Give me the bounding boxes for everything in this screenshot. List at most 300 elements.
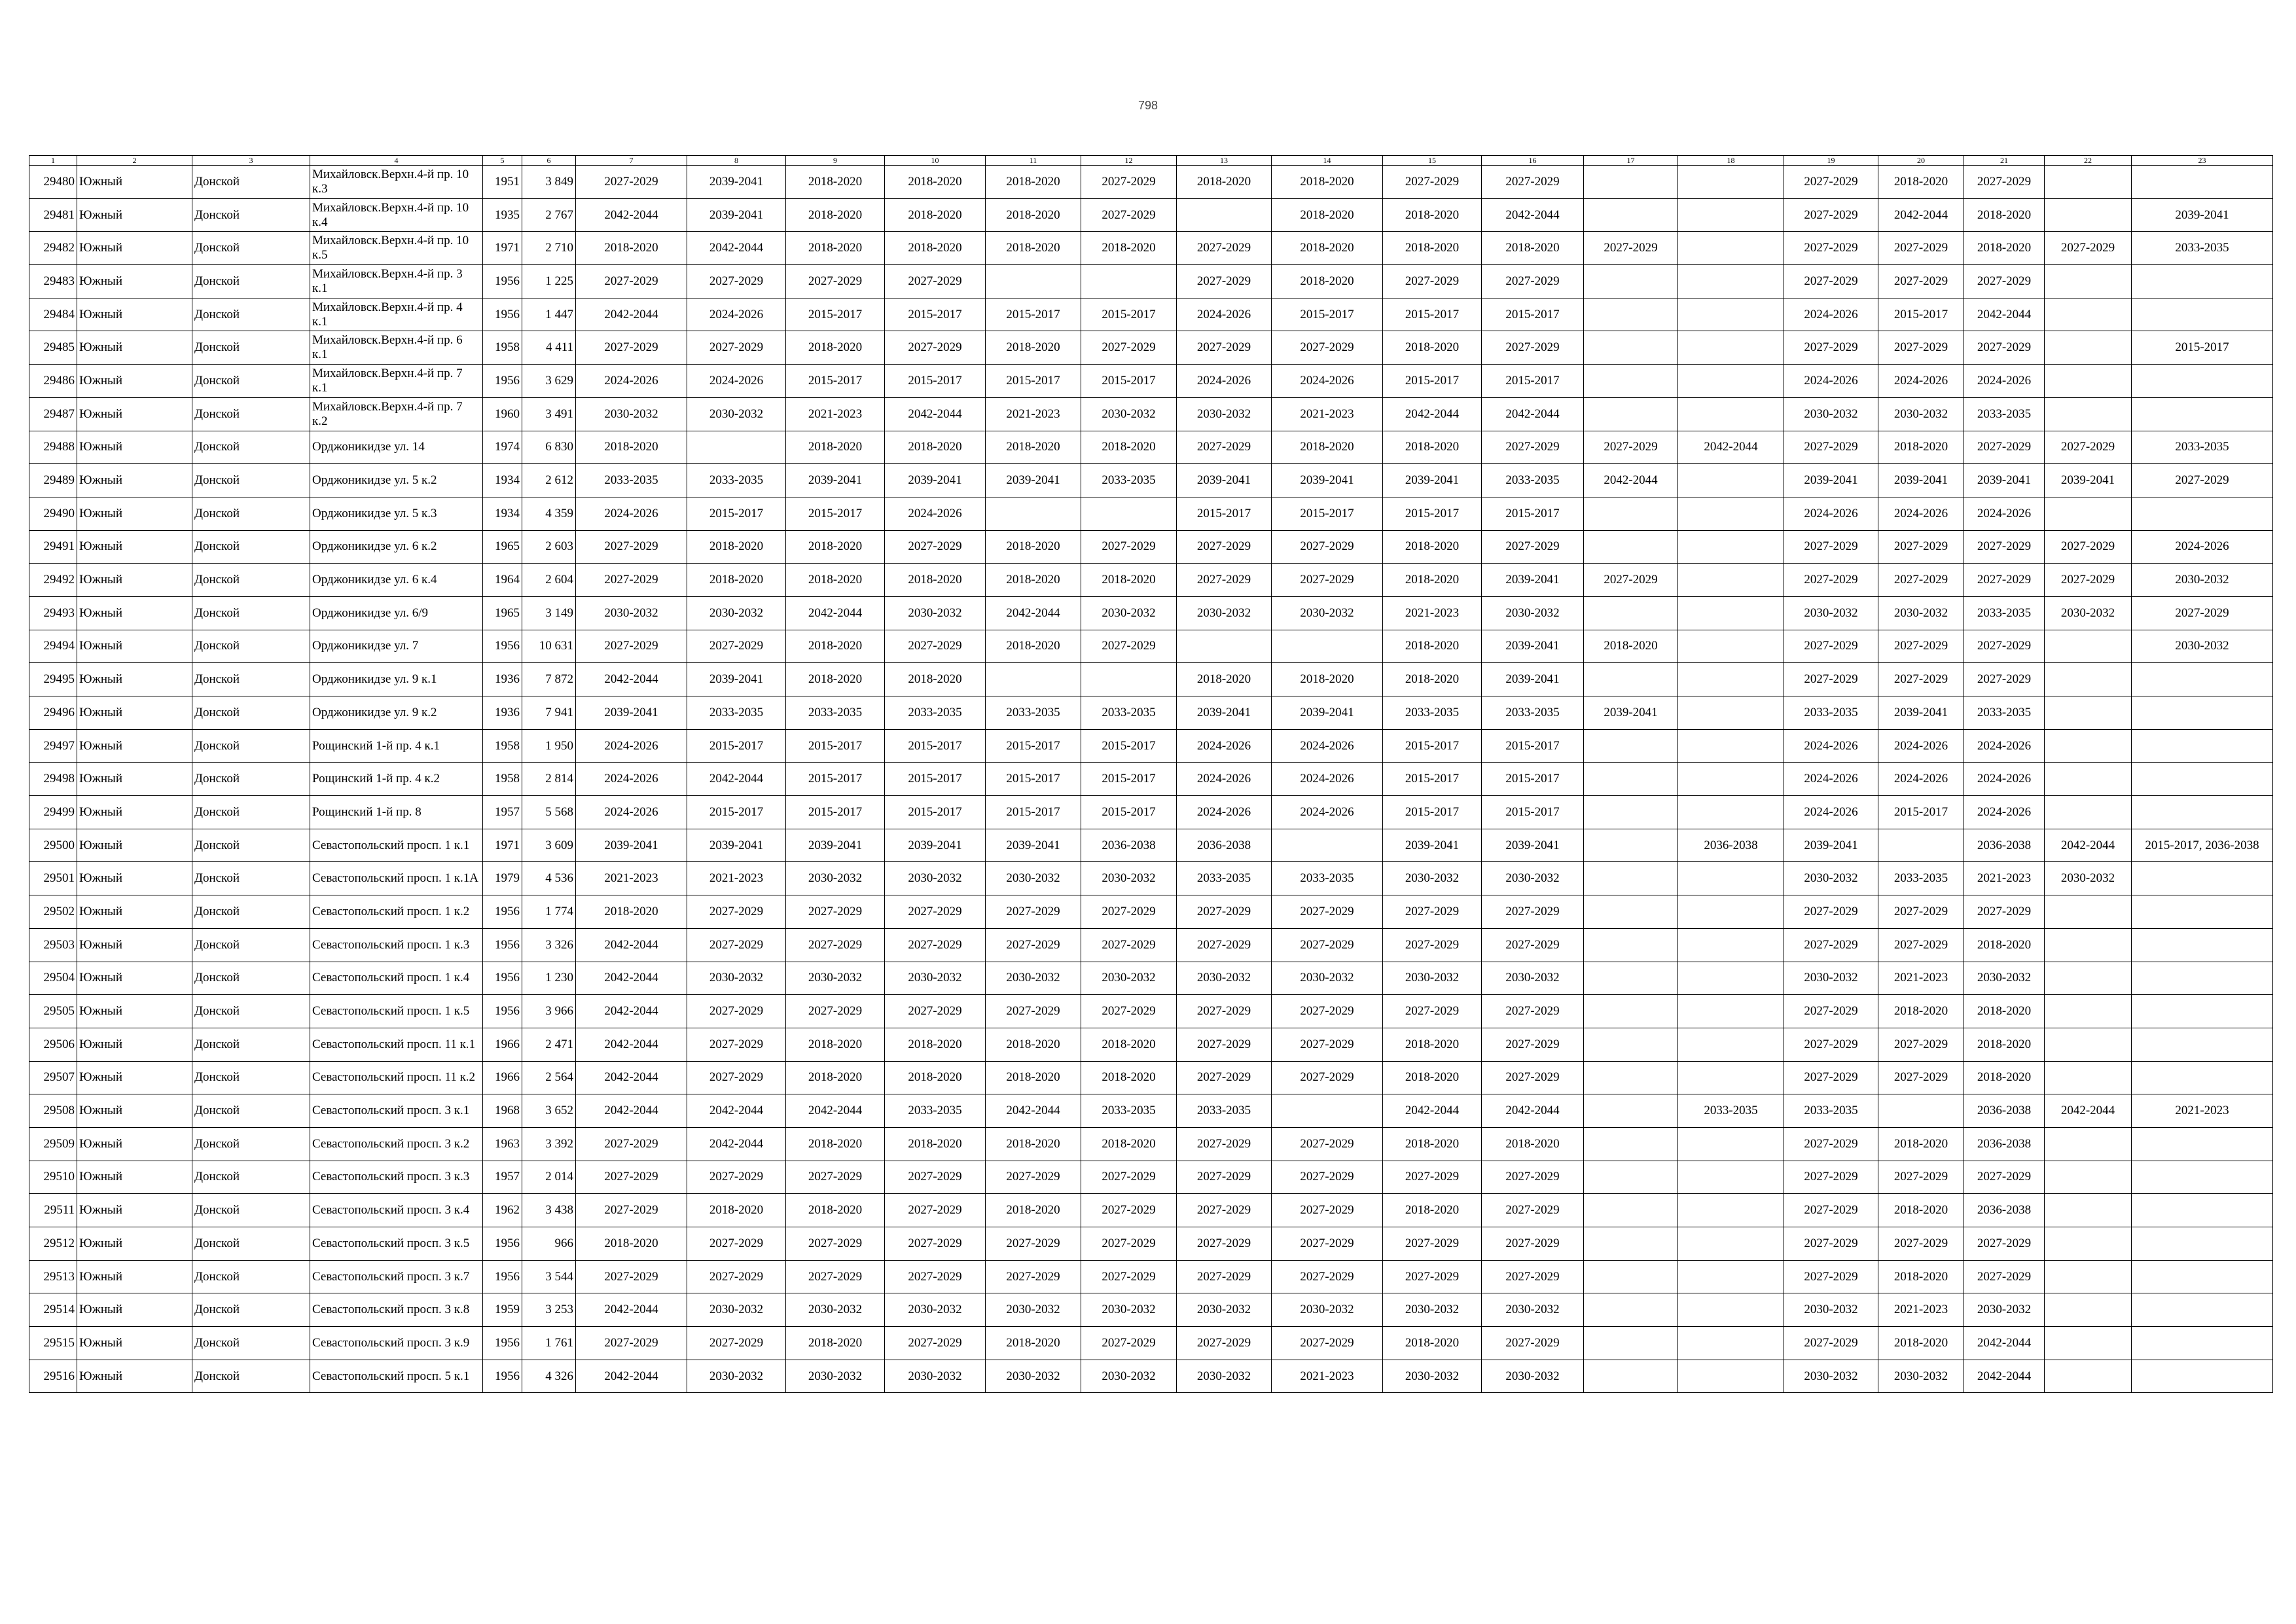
- area-value-cell: 7 872: [522, 663, 576, 696]
- period-cell: [1584, 166, 1678, 199]
- period-cell: 2042-2044: [986, 1094, 1081, 1128]
- period-cell: 2018-2020: [986, 331, 1081, 365]
- district-cell: Южный: [77, 630, 192, 663]
- period-cell: 2042-2044: [687, 763, 786, 796]
- area-cell: Донской: [192, 829, 310, 862]
- period-cell: 2018-2020: [1482, 232, 1584, 265]
- area-value-cell: 2 603: [522, 530, 576, 564]
- column-number: 4: [310, 156, 483, 166]
- period-cell: 2018-2020: [1177, 663, 1272, 696]
- period-cell: [2132, 397, 2273, 431]
- period-cell: [2045, 1293, 2132, 1327]
- period-cell: 2018-2020: [986, 564, 1081, 597]
- period-cell: 2042-2044: [1964, 1327, 2045, 1360]
- period-cell: 2027-2029: [1784, 1061, 1878, 1094]
- period-cell: [1678, 397, 1784, 431]
- district-cell: Южный: [77, 232, 192, 265]
- period-cell: 2018-2020: [786, 1061, 885, 1094]
- area-cell: Донской: [192, 1127, 310, 1161]
- period-cell: 2015-2017: [1482, 365, 1584, 398]
- period-cell: 2027-2029: [687, 1061, 786, 1094]
- period-cell: 2018-2020: [1878, 1127, 1964, 1161]
- row-id-cell: 29495: [29, 663, 77, 696]
- period-cell: 2042-2044: [576, 1360, 687, 1393]
- period-cell: 2030-2032: [1177, 962, 1272, 995]
- period-cell: 2030-2032: [1482, 1293, 1584, 1327]
- period-cell: 2030-2032: [1272, 962, 1383, 995]
- period-cell: 2015-2017: [1482, 796, 1584, 829]
- period-cell: 2021-2023: [687, 862, 786, 895]
- period-cell: 2018-2020: [786, 564, 885, 597]
- district-cell: Южный: [77, 1161, 192, 1194]
- period-cell: 2042-2044: [1678, 431, 1784, 464]
- period-cell: 2027-2029: [1878, 928, 1964, 962]
- period-cell: 2027-2029: [1383, 928, 1482, 962]
- column-number: 10: [885, 156, 986, 166]
- period-cell: 2015-2017, 2036-2038: [2132, 829, 2273, 862]
- period-cell: 2027-2029: [1878, 630, 1964, 663]
- period-cell: 2024-2026: [2132, 530, 2273, 564]
- period-cell: 2027-2029: [687, 1227, 786, 1261]
- district-cell: Южный: [77, 365, 192, 398]
- period-cell: 2027-2029: [1272, 1127, 1383, 1161]
- period-cell: [1584, 265, 1678, 298]
- period-cell: 2039-2041: [1177, 464, 1272, 497]
- period-cell: 2018-2020: [576, 232, 687, 265]
- table-row: [29, 1360, 2273, 1393]
- table-row: [29, 331, 2273, 365]
- year-cell: 1956: [483, 298, 522, 331]
- period-cell: 2039-2041: [885, 829, 986, 862]
- table-row: [29, 1127, 2273, 1161]
- period-cell: 2027-2029: [1482, 1327, 1584, 1360]
- area-value-cell: 3 629: [522, 365, 576, 398]
- year-cell: 1956: [483, 265, 522, 298]
- year-cell: 1959: [483, 1293, 522, 1327]
- period-cell: 2027-2029: [1784, 1161, 1878, 1194]
- period-cell: 2027-2029: [1177, 265, 1272, 298]
- table-row: [29, 796, 2273, 829]
- year-cell: 1956: [483, 895, 522, 929]
- period-cell: 2027-2029: [1784, 663, 1878, 696]
- period-cell: 2030-2032: [1964, 962, 2045, 995]
- period-cell: 2027-2029: [1878, 232, 1964, 265]
- column-number: 11: [986, 156, 1081, 166]
- period-cell: [1081, 497, 1177, 530]
- period-cell: 2027-2029: [1272, 1028, 1383, 1061]
- area-value-cell: 3 326: [522, 928, 576, 962]
- column-number: 20: [1878, 156, 1964, 166]
- row-id-cell: 29483: [29, 265, 77, 298]
- period-cell: [1678, 298, 1784, 331]
- column-number: 21: [1964, 156, 2045, 166]
- row-id-cell: 29480: [29, 166, 77, 199]
- area-cell: Донской: [192, 696, 310, 730]
- table-row: [29, 729, 2273, 763]
- column-number: 15: [1383, 156, 1482, 166]
- area-cell: Донской: [192, 1061, 310, 1094]
- address-cell: Севастопольский просп. 3 к.5: [310, 1227, 483, 1261]
- period-cell: 2030-2032: [1383, 1293, 1482, 1327]
- period-cell: 2027-2029: [1272, 331, 1383, 365]
- period-cell: 2027-2029: [885, 1260, 986, 1293]
- period-cell: 2030-2032: [1784, 397, 1878, 431]
- period-cell: 2030-2032: [1081, 596, 1177, 630]
- period-cell: [2045, 265, 2132, 298]
- period-cell: [1584, 962, 1678, 995]
- row-id-cell: 29505: [29, 995, 77, 1028]
- table-row: [29, 862, 2273, 895]
- table-row: [29, 397, 2273, 431]
- period-cell: 2021-2023: [1383, 596, 1482, 630]
- row-id-cell: 29499: [29, 796, 77, 829]
- area-cell: Донской: [192, 331, 310, 365]
- address-cell: Орджоникидзе ул. 5 к.2: [310, 464, 483, 497]
- period-cell: 2027-2029: [1081, 1327, 1177, 1360]
- period-cell: 2018-2020: [786, 1028, 885, 1061]
- area-value-cell: 2 710: [522, 232, 576, 265]
- period-cell: 2030-2032: [1383, 862, 1482, 895]
- period-cell: 2027-2029: [1964, 431, 2045, 464]
- period-cell: [2132, 1028, 2273, 1061]
- year-cell: 1956: [483, 1227, 522, 1261]
- period-cell: 2015-2017: [1383, 497, 1482, 530]
- period-cell: 2027-2029: [1272, 1227, 1383, 1261]
- period-cell: 2018-2020: [986, 198, 1081, 232]
- period-cell: 2018-2020: [1383, 232, 1482, 265]
- period-cell: 2018-2020: [986, 431, 1081, 464]
- period-cell: 2024-2026: [1784, 497, 1878, 530]
- period-cell: 2015-2017: [2132, 331, 2273, 365]
- area-cell: Донской: [192, 1094, 310, 1128]
- period-cell: 2030-2032: [1177, 596, 1272, 630]
- period-cell: 2027-2029: [1878, 1227, 1964, 1261]
- period-cell: [2045, 1327, 2132, 1360]
- period-cell: 2018-2020: [1383, 1194, 1482, 1227]
- period-cell: 2027-2029: [687, 1161, 786, 1194]
- area-cell: Донской: [192, 365, 310, 398]
- period-cell: 2027-2029: [1784, 530, 1878, 564]
- period-cell: 2018-2020: [986, 166, 1081, 199]
- period-cell: 2027-2029: [786, 928, 885, 962]
- period-cell: 2018-2020: [1482, 1127, 1584, 1161]
- row-id-cell: 29481: [29, 198, 77, 232]
- period-cell: [1678, 1028, 1784, 1061]
- period-cell: 2021-2023: [1878, 1293, 1964, 1327]
- period-cell: [2045, 1360, 2132, 1393]
- column-number: 2: [77, 156, 192, 166]
- area-value-cell: 2 564: [522, 1061, 576, 1094]
- period-cell: 2024-2026: [576, 365, 687, 398]
- period-cell: 2024-2026: [1964, 796, 2045, 829]
- period-cell: [1081, 663, 1177, 696]
- table-row: [29, 696, 2273, 730]
- period-cell: 2042-2044: [2045, 829, 2132, 862]
- period-cell: 2027-2029: [885, 995, 986, 1028]
- period-cell: [2045, 497, 2132, 530]
- area-value-cell: 1 761: [522, 1327, 576, 1360]
- period-cell: 2030-2032: [1784, 862, 1878, 895]
- period-cell: [1678, 365, 1784, 398]
- address-cell: Севастопольский просп. 1 к.5: [310, 995, 483, 1028]
- area-cell: Донской: [192, 497, 310, 530]
- period-cell: 2027-2029: [1482, 331, 1584, 365]
- period-cell: 2030-2032: [687, 596, 786, 630]
- area-value-cell: 3 149: [522, 596, 576, 630]
- period-cell: 2027-2029: [885, 928, 986, 962]
- year-cell: 1957: [483, 1161, 522, 1194]
- period-cell: 2030-2032: [1081, 1360, 1177, 1393]
- address-cell: Севастопольский просп. 3 к.7: [310, 1260, 483, 1293]
- period-cell: [1272, 630, 1383, 663]
- row-id-cell: 29484: [29, 298, 77, 331]
- year-cell: 1960: [483, 397, 522, 431]
- period-cell: 2030-2032: [687, 1293, 786, 1327]
- period-cell: 2027-2029: [576, 1161, 687, 1194]
- period-cell: 2033-2035: [1678, 1094, 1784, 1128]
- period-cell: 2018-2020: [986, 232, 1081, 265]
- period-cell: [2132, 166, 2273, 199]
- period-cell: 2027-2029: [1784, 1194, 1878, 1227]
- period-cell: [2045, 928, 2132, 962]
- year-cell: 1956: [483, 962, 522, 995]
- period-cell: 2021-2023: [1272, 1360, 1383, 1393]
- period-cell: 2027-2029: [687, 630, 786, 663]
- column-number: 8: [687, 156, 786, 166]
- period-cell: 2039-2041: [576, 696, 687, 730]
- row-id-cell: 29508: [29, 1094, 77, 1128]
- period-cell: [2045, 298, 2132, 331]
- period-cell: [2132, 1293, 2273, 1327]
- period-cell: 2018-2020: [1383, 331, 1482, 365]
- address-cell: Севастопольский просп. 1 к.1А: [310, 862, 483, 895]
- period-cell: 2027-2029: [1177, 895, 1272, 929]
- period-cell: 2024-2026: [576, 763, 687, 796]
- period-cell: 2033-2035: [1964, 696, 2045, 730]
- period-cell: 2015-2017: [1383, 763, 1482, 796]
- period-cell: 2030-2032: [786, 1360, 885, 1393]
- period-cell: [1584, 1260, 1678, 1293]
- column-number: 14: [1272, 156, 1383, 166]
- period-cell: 2018-2020: [1272, 198, 1383, 232]
- period-cell: [1678, 232, 1784, 265]
- period-cell: 2027-2029: [687, 1327, 786, 1360]
- period-cell: 2015-2017: [1383, 729, 1482, 763]
- table-row: [29, 962, 2273, 995]
- year-cell: 1956: [483, 1327, 522, 1360]
- period-cell: 2027-2029: [1272, 1161, 1383, 1194]
- period-cell: 2039-2041: [1784, 464, 1878, 497]
- period-cell: 2027-2029: [1081, 198, 1177, 232]
- area-cell: Донской: [192, 763, 310, 796]
- period-cell: 2018-2020: [885, 1061, 986, 1094]
- period-cell: 2027-2029: [986, 928, 1081, 962]
- period-cell: 2024-2026: [1964, 497, 2045, 530]
- area-value-cell: 6 830: [522, 431, 576, 464]
- period-cell: 2039-2041: [1482, 663, 1584, 696]
- area-value-cell: 3 652: [522, 1094, 576, 1128]
- period-cell: 2018-2020: [576, 895, 687, 929]
- address-cell: Орджоникидзе ул. 9 к.2: [310, 696, 483, 730]
- area-cell: Донской: [192, 1194, 310, 1227]
- period-cell: 2015-2017: [986, 763, 1081, 796]
- period-cell: [1584, 1293, 1678, 1327]
- period-cell: [1584, 1327, 1678, 1360]
- period-cell: 2018-2020: [1964, 995, 2045, 1028]
- period-cell: [1584, 796, 1678, 829]
- period-cell: [2132, 895, 2273, 929]
- period-cell: [2132, 729, 2273, 763]
- period-cell: [2132, 365, 2273, 398]
- area-value-cell: 4 326: [522, 1360, 576, 1393]
- year-cell: 1979: [483, 862, 522, 895]
- area-value-cell: 5 568: [522, 796, 576, 829]
- period-cell: 2018-2020: [1964, 1061, 2045, 1094]
- period-cell: [2132, 796, 2273, 829]
- period-cell: 2027-2029: [1482, 166, 1584, 199]
- period-cell: 2018-2020: [1081, 232, 1177, 265]
- row-id-cell: 29498: [29, 763, 77, 796]
- period-cell: 2036-2038: [1678, 829, 1784, 862]
- period-cell: [1584, 1227, 1678, 1261]
- period-cell: 2018-2020: [1383, 663, 1482, 696]
- district-cell: Южный: [77, 1227, 192, 1261]
- period-cell: 2018-2020: [885, 564, 986, 597]
- period-cell: 2018-2020: [1383, 1028, 1482, 1061]
- period-cell: 2015-2017: [786, 796, 885, 829]
- period-cell: 2027-2029: [986, 1161, 1081, 1194]
- period-cell: [2132, 265, 2273, 298]
- period-cell: [2045, 663, 2132, 696]
- period-cell: [2132, 928, 2273, 962]
- period-cell: [1678, 1327, 1784, 1360]
- district-cell: Южный: [77, 895, 192, 929]
- area-cell: Донской: [192, 729, 310, 763]
- row-id-cell: 29502: [29, 895, 77, 929]
- period-cell: 2027-2029: [576, 1327, 687, 1360]
- period-cell: [2045, 1028, 2132, 1061]
- district-cell: Южный: [77, 198, 192, 232]
- period-cell: 2027-2029: [1878, 530, 1964, 564]
- address-cell: Рощинский 1-й пр. 4 к.1: [310, 729, 483, 763]
- period-cell: 2024-2026: [1177, 763, 1272, 796]
- period-cell: [2045, 397, 2132, 431]
- table-row: [29, 431, 2273, 464]
- period-cell: 2036-2038: [1964, 1094, 2045, 1128]
- column-number: 1: [29, 156, 77, 166]
- period-cell: 2018-2020: [1081, 1061, 1177, 1094]
- period-cell: 2042-2044: [885, 397, 986, 431]
- district-cell: Южный: [77, 995, 192, 1028]
- period-cell: 2042-2044: [1383, 1094, 1482, 1128]
- area-value-cell: 3 438: [522, 1194, 576, 1227]
- period-cell: 2030-2032: [786, 862, 885, 895]
- period-cell: 2027-2029: [1177, 1127, 1272, 1161]
- row-id-cell: 29490: [29, 497, 77, 530]
- period-cell: 2042-2044: [687, 1094, 786, 1128]
- row-id-cell: 29486: [29, 365, 77, 398]
- year-cell: 1966: [483, 1061, 522, 1094]
- period-cell: 2027-2029: [1177, 431, 1272, 464]
- period-cell: 2015-2017: [1482, 763, 1584, 796]
- period-cell: 2027-2029: [1383, 265, 1482, 298]
- row-id-cell: 29496: [29, 696, 77, 730]
- period-cell: 2015-2017: [1383, 365, 1482, 398]
- period-cell: 2033-2035: [1482, 696, 1584, 730]
- period-cell: [1678, 1260, 1784, 1293]
- period-cell: 2015-2017: [1081, 729, 1177, 763]
- period-cell: 2027-2029: [885, 1161, 986, 1194]
- period-cell: [1678, 464, 1784, 497]
- address-cell: Орджоникидзе ул. 14: [310, 431, 483, 464]
- period-cell: [2132, 497, 2273, 530]
- period-cell: 2018-2020: [786, 198, 885, 232]
- period-cell: 2033-2035: [1784, 696, 1878, 730]
- period-cell: 2024-2026: [1272, 729, 1383, 763]
- period-cell: 2030-2032: [1081, 862, 1177, 895]
- row-id-cell: 29485: [29, 331, 77, 365]
- period-cell: 2027-2029: [1784, 198, 1878, 232]
- period-cell: 2027-2029: [1964, 663, 2045, 696]
- period-cell: 2030-2032: [2045, 862, 2132, 895]
- row-id-cell: 29494: [29, 630, 77, 663]
- period-cell: 2027-2029: [1272, 1327, 1383, 1360]
- address-cell: Орджоникидзе ул. 5 к.3: [310, 497, 483, 530]
- period-cell: 2027-2029: [1177, 995, 1272, 1028]
- period-cell: [1878, 1094, 1964, 1128]
- area-cell: Донской: [192, 397, 310, 431]
- period-cell: 2039-2041: [1964, 464, 2045, 497]
- year-cell: 1964: [483, 564, 522, 597]
- period-cell: [1678, 995, 1784, 1028]
- period-cell: 2027-2029: [986, 895, 1081, 929]
- address-cell: Михайловск.Верхн.4-й пр. 10 к.4: [310, 198, 483, 232]
- period-cell: 2027-2029: [1784, 431, 1878, 464]
- period-cell: 2015-2017: [786, 763, 885, 796]
- table-row: [29, 1061, 2273, 1094]
- year-cell: 1956: [483, 928, 522, 962]
- period-cell: 2039-2041: [1482, 564, 1584, 597]
- period-cell: [1584, 1194, 1678, 1227]
- district-cell: Южный: [77, 696, 192, 730]
- period-cell: 2030-2032: [1482, 596, 1584, 630]
- year-cell: 1962: [483, 1194, 522, 1227]
- period-cell: 2027-2029: [1482, 928, 1584, 962]
- period-cell: 2042-2044: [576, 1293, 687, 1327]
- table-row: [29, 265, 2273, 298]
- period-cell: 2027-2029: [1272, 928, 1383, 962]
- period-cell: 2033-2035: [786, 696, 885, 730]
- period-cell: 2042-2044: [1964, 298, 2045, 331]
- period-cell: 2033-2035: [687, 464, 786, 497]
- address-cell: Севастопольский просп. 5 к.1: [310, 1360, 483, 1393]
- table-row: [29, 928, 2273, 962]
- row-id-cell: 29487: [29, 397, 77, 431]
- period-cell: 2024-2026: [1272, 796, 1383, 829]
- district-cell: Южный: [77, 962, 192, 995]
- district-cell: Южный: [77, 464, 192, 497]
- period-cell: 2027-2029: [1482, 1161, 1584, 1194]
- district-cell: Южный: [77, 1194, 192, 1227]
- period-cell: [1584, 1028, 1678, 1061]
- period-cell: 2027-2029: [885, 1327, 986, 1360]
- period-cell: 2036-2038: [1964, 829, 2045, 862]
- period-cell: 2018-2020: [1383, 1327, 1482, 1360]
- period-cell: 2030-2032: [986, 1360, 1081, 1393]
- period-cell: 2018-2020: [687, 1194, 786, 1227]
- period-cell: 2042-2044: [576, 298, 687, 331]
- period-cell: 2024-2026: [1964, 763, 2045, 796]
